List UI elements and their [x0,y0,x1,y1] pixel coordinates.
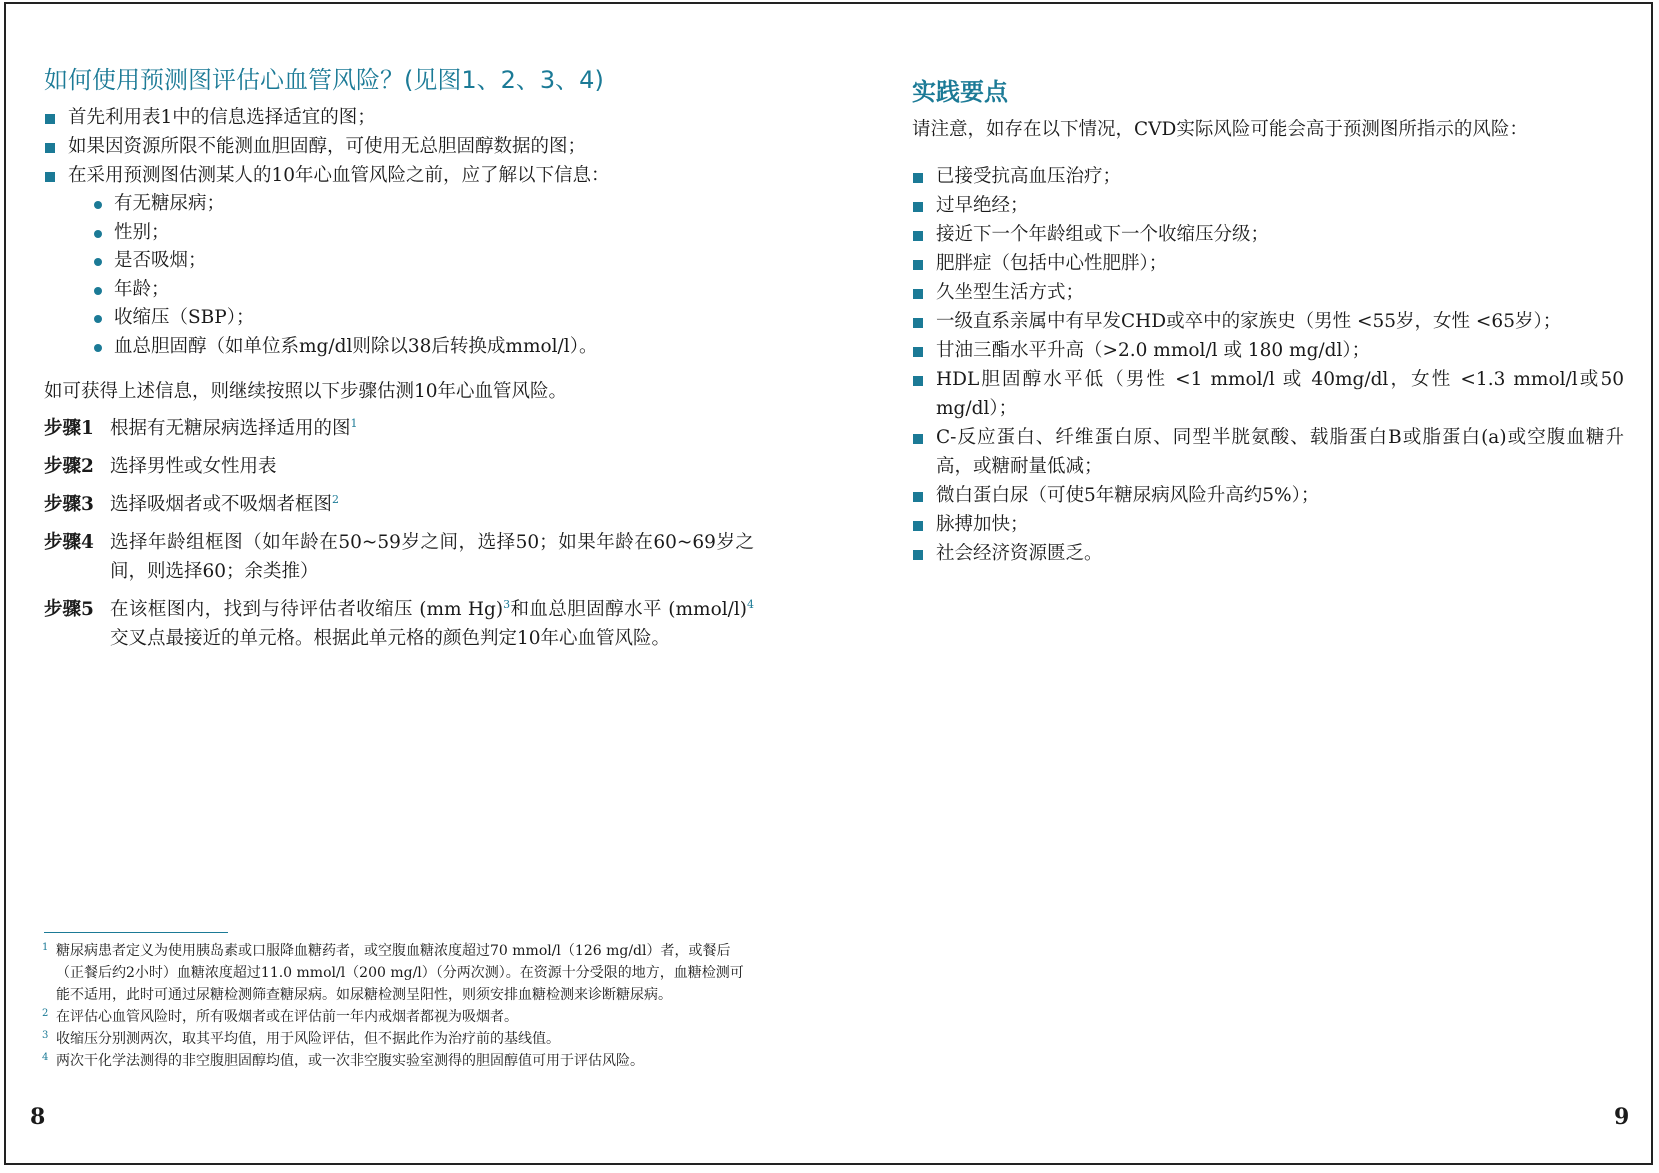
list-item: 如果因资源所限不能测血胆固醇，可使用无总胆固醇数据的图； [44,132,754,161]
footnote [42,1028,754,1050]
list-item-text: 在采用预测图估测某人的10年心血管风险之前，应了解以下信息： [68,165,610,186]
footnote-ref: 1 [350,416,358,430]
list-item: 脉搏加快； [912,510,1624,539]
right-intro: 请注意，如存在以下情况，CVD实际风险可能会高于预测图所指示的风险： [912,119,1528,140]
step-1 [44,414,754,443]
list-item: 过早绝经； [912,191,1624,220]
step-5 [44,595,754,653]
footnote-ref: 2 [332,492,340,506]
list-item: 久坐型生活方式； [912,278,1624,307]
page-number-right: 9 [1614,1104,1630,1130]
steps-intro: 如可获得上述信息，则继续按照以下步骤估测10年心血管风险。 [44,381,568,402]
footnote-ref: 4 [747,597,754,611]
step-text [110,595,754,653]
step-text-content: 选择吸烟者或不吸烟者框图 [110,494,333,515]
list-item: 甘油三酯水平升高（>2.0 mmol/l 或 180 mg/dl）； [912,336,1624,365]
list-item: 社会经济资源匮乏。 [912,539,1624,568]
info-list [94,190,754,361]
info-item: 是否吸烟； [94,247,754,276]
step-label: 步骤3 [44,494,94,515]
footnote-text: 在评估心血管风险时，所有吸烟者或在评估前一年内戒烟者都视为吸烟者。 [56,1009,518,1025]
step-label: 步骤5 [44,599,94,620]
left-page [44,60,754,662]
list-item: 肥胖症（包括中心性肥胖）； [912,249,1624,278]
list-item: C-反应蛋白、纤维蛋白原、同型半胱氨酸、载脂蛋白B或脂蛋白(a)或空腹血糖升高，或糖耐量低减； [912,423,1624,481]
step-text-content: 根据有无糖尿病选择适用的图 [110,418,351,439]
info-item: 收缩压（SBP）； [94,304,754,333]
step-text: 选择男性或女性用表 [110,456,277,477]
footnote-text: 糖尿病患者定义为使用胰岛素或口服降血糖药者，或空腹血糖浓度超过70 mmol/l（126 mg/dl）者，或餐后（正餐后约2小时）血糖浓度超过11.0 mmol/l（200 mg/l）（分两次测）。在资源十分受限的地方，血糖检测可能不适用，此时可通过尿糖检测筛查糖尿病。如尿糖检测呈阳性，则须安排血糖检测来诊断糖尿病。 [56,943,744,1003]
risk-factor-list [912,162,1624,568]
footnote-mark: 4 [42,1052,49,1063]
list-item: 一级直系亲属中有早发CHD或卒中的家族史（男性 <55岁，女性 <65岁）； [912,307,1624,336]
step-3 [44,490,754,519]
step-text: 选择年龄组框图（如年龄在50~59岁之间，选择50；如果年龄在60~69岁之间，则选择60；余类推） [110,532,754,582]
footnote-divider [44,932,228,933]
footnotes [42,940,754,1072]
info-item: 血总胆固醇（如单位系mg/dl则除以38后转换成mmol/l）。 [94,333,754,362]
list-item: 接近下一个年龄组或下一个收缩压分级； [912,220,1624,249]
footnote-text: 两次干化学法测得的非空腹胆固醇均值，或一次非空腹实验室测得的胆固醇值可用于评估风险。 [56,1053,644,1069]
footnote-mark: 1 [42,942,49,953]
list-item: 微白蛋白尿（可使5年糖尿病风险升高约5%）； [912,481,1624,510]
info-item: 性别； [94,219,754,248]
step-text-content: 和血总胆固醇水平 (mmol/l) [510,599,747,620]
footnote-mark: 3 [42,1030,49,1041]
footnote [42,1006,754,1028]
step-text [110,490,754,519]
footnote-ref: 3 [503,597,511,611]
list-item: 首先利用表1中的信息选择适宜的图； [44,103,754,132]
step-4 [44,528,754,586]
info-item: 年龄； [94,276,754,305]
footnote-text: 收缩压分别测两次，取其平均值，用于风险评估，但不据此作为治疗前的基线值。 [56,1031,560,1047]
page-number-left: 8 [30,1104,46,1130]
step-text [110,414,754,443]
step-label: 步骤4 [44,532,94,553]
list-item [44,161,754,361]
footnote [42,940,754,1006]
step-2 [44,452,754,481]
footnote-mark: 2 [42,1008,49,1019]
step-text-content: 交叉点最接近的单元格。根据此单元格的颜色判定10年心血管风险。 [110,628,671,649]
list-item: 已接受抗高血压治疗； [912,162,1624,191]
step-text-content: 在该框图内，找到与待评估者收缩压 (mm Hg) [110,599,504,620]
list-item: HDL胆固醇水平低（男性 <1 mmol/l 或 40mg/dl，女性 <1.3 mmol/l或50 mg/dl）； [912,365,1624,423]
right-page [912,60,1624,568]
right-page-title: 实践要点 [912,78,1008,106]
footnote [42,1050,754,1072]
instruction-list [44,103,754,361]
info-item: 有无糖尿病； [94,190,754,219]
step-label: 步骤1 [44,418,94,439]
left-page-title: 如何使用预测图评估心血管风险？(见图1、2、3、4) [44,66,604,94]
step-label: 步骤2 [44,456,94,477]
